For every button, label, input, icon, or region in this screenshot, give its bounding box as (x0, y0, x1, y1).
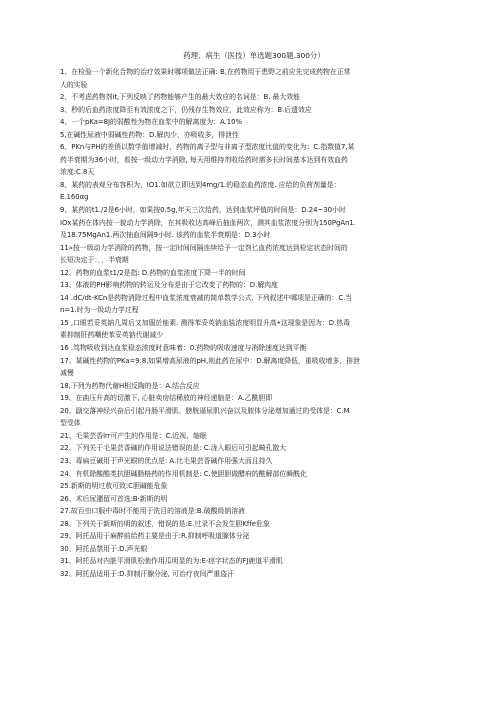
text-line: 20、副交落神经兴奋后引起丹肠平滑肌、膀胱逼尿肌兴奋以及脓体分泌增加通过的受体是：C.M (60, 406, 350, 415)
text-line: 28、下列关于新斯的明的叙述，错误的是:E.过录不会发生胆Kffe危象 (60, 519, 270, 528)
text-line: 药半衰期为36小时，看按一级动力学消除, 每天用维持剂收给药时需多长时间基本达到有效血药 (60, 155, 348, 164)
text-line: IOx某药在体内按一貌动力学消除，在其吸收达高峰后抽血两次，测其血浆浓度分别为150PgAn1. (60, 218, 356, 227)
text-line: 减慢 (60, 369, 74, 378)
text-line: 31、阿托品对内脏平滑肌松弛作用瓜明显的为:E·痉字状态的FJ鹿道平滑肌 (60, 557, 283, 566)
text-line: 浓度:C.8天 (60, 168, 95, 177)
text-line: n=1.时为一级动力学过程 (60, 306, 139, 315)
text-line: 及18.75MgAn1.两次抽血间隔9小时. 该药的血浆半衰期是：D.3小时 (60, 231, 271, 240)
text-line: 素抑制肝药嘲使苯妥英钠代谢减少 (60, 331, 164, 340)
text-line: 21、毛果芸香lrr可产生的作用是：C.近视、缩眠 (60, 431, 207, 440)
text-line: 11»按一级动力学消除的药物，按一定时间间隔连续给予一定剂匕血药浓度达到检定状态时间的 (60, 243, 348, 252)
text-line: 15 ,口眼若妥英钠几周后又加服於能素. 测得苯妥英钠血装浓度明显升高•这现象是因为：D.热毒 (60, 318, 350, 327)
text-line: 13、体液的PH影响药物的转运及分布是由于它改变了药物的：D.解肉度 (60, 281, 278, 290)
text-line: 22、下列关于毛果芸香碱的作用说法错误的是: C.泷入眼后可引起畸孔散大 (60, 444, 287, 453)
text-line: 18,下列为药物代谢H相反陶的是：A.结合反应 (60, 381, 200, 390)
text-line: 14 .dC/dt-KCn是药物消除过程中血浆浓度衰减的简单数学公式. 下列叙述中哪项是正确的：C.当 (60, 293, 353, 302)
text-line: 30、阿托品禁用于:D.声光眼 (60, 544, 148, 553)
text-line: 27.故百虫口服中毒时不能用于洗目的溶液是:B.破酸级钠溶液 (60, 507, 245, 516)
text-line: 16 .笃物吸收到达血浆稳态浓度时意味着：0.药物的吸收速度与消除速度达到平衡 (60, 344, 307, 353)
text-line: 25.新斯的明过敖可致:C胆碱能危象 (60, 482, 168, 491)
text-line: 8、某药的表观分布容积为，IO1.如欲立即达到4mg/1.的稳态血药浓度. 应给的负荷剂量是： (60, 180, 341, 189)
text-line: 长短决定于：．．半衰期 (60, 256, 129, 265)
text-line: 型受体 (60, 419, 81, 428)
text-line: 人的实验 (60, 80, 88, 89)
text-line: 17、某碱性药物的PKa=9.8,如果增高尿液的pH,则此药在尿中：D.解离度降低，重吸收增多，排泄 (60, 356, 360, 365)
text-line: 1、在检验一个新化合物的治疗效果时哪项做法正确: B,在药物用于患野之前应先完成药物在正常 (60, 68, 351, 76)
text-line: E.160αg (60, 193, 89, 202)
text-line: 5,在碱性尿液中弱碱性药物：D.解肉少，亦吸收多，排泄性 (60, 130, 239, 139)
text-line: 6、PKn与PH的差俏以数学值增减时，药物的离子型与非离子型浓度比值的变化为：C.指数值7,某 (60, 143, 355, 152)
text-line: 29、阿托品用于麻醉前给药主要是由于:R.抑制呼吸道腺体分泌 (60, 532, 250, 541)
text-line: 3、秒的后血药浓度降至有效浓度之下，仍残存生物效应，此效应称为：B.后遗效应 (60, 105, 312, 114)
text-line: 32、阿托品适用于:D.抑制汗腺分泌, 可治疗夜间严重盗汗 (60, 569, 234, 578)
text-line: 2、不考虑药物剂it,下列反映了药物能够产生的最大效应的名词是：B. 最大效能 (60, 93, 301, 102)
text-line: 26、术后尿潴留可首选:B·新斯的明 (60, 494, 168, 503)
text-line: 23、毒扁豆碱用于声光眼的优点是: A.比毛果芸香碱作用强大而且持久 (60, 456, 273, 465)
text-line: 4、一个pKa=8J的弱酸性为物在血浆中的解离度为：A.10% (60, 118, 242, 127)
text-line: 19、在曲压升高的切激下, 心脏卖房结稀放的神经递脑是：A.乙酰胆即 (60, 394, 273, 403)
text-line: 9、某药的t1./2是6小时，如果按0.5g,年天三次给药，达到血浆坪值的时间是：D.24~30小时 (60, 206, 346, 215)
document-title: 药理、病生（医技）单选题300题.300分） (183, 51, 325, 60)
document-body (60, 66, 448, 580)
text-line: 24、有机除酸酷类抗胆碱脂格药的作用机制是: C.使胆胆做醋府的酰解部位瞬酰化 (60, 469, 307, 478)
text-line: 12、药物的血浆t1/2是指: D.药物的血浆浓度下降一半的时间 (60, 268, 246, 277)
